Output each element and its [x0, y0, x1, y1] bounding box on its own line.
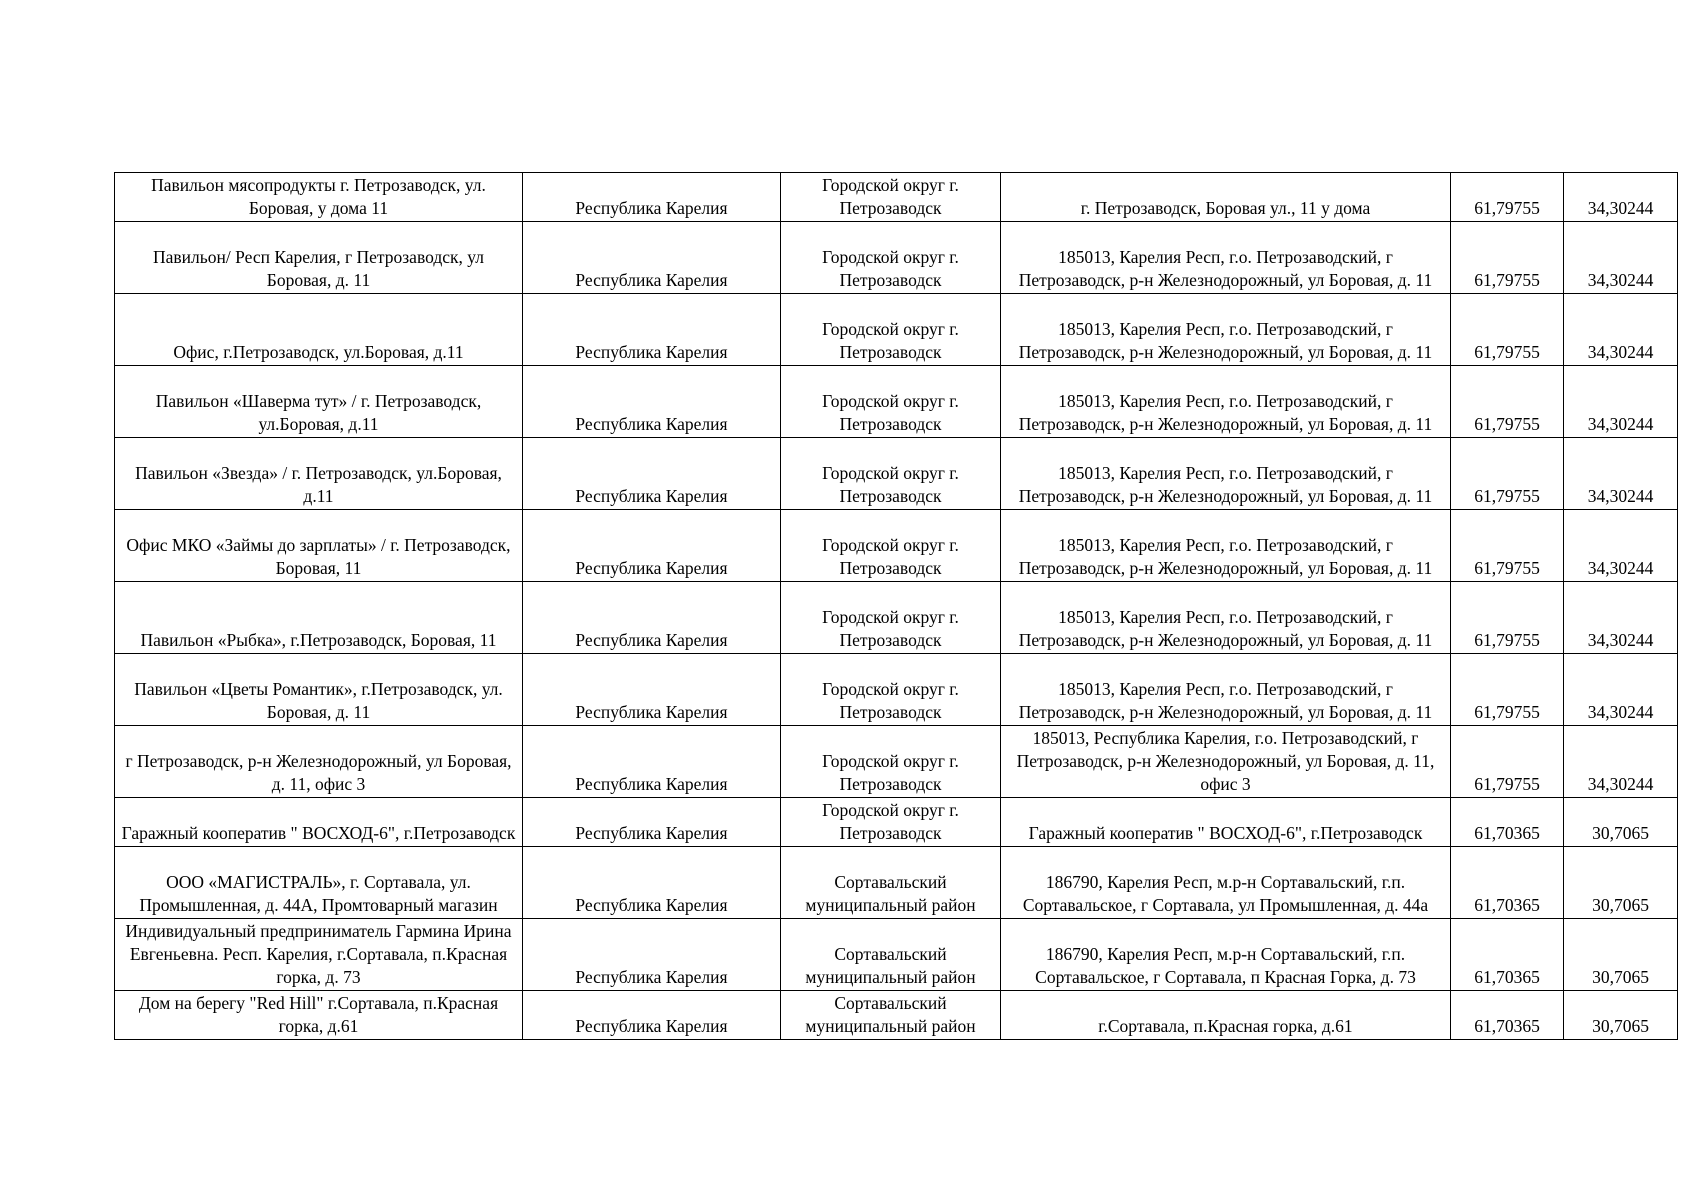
longitude-cell: 34,30244 — [1564, 726, 1678, 798]
longitude-cell: 30,7065 — [1564, 991, 1678, 1040]
object-name-cell: Павильон/ Респ Карелия, г Петрозаводск, ул Боровая, д. 11 — [115, 222, 523, 294]
object-name-cell: Индивидуальный предприниматель Гармина Ирина Евгеньевна. Респ. Карелия, г.Сортавала, п.Красная горка, д. 73 — [115, 919, 523, 991]
latitude-cell: 61,79755 — [1451, 222, 1564, 294]
district-cell: Городской округ г. Петрозаводск — [781, 582, 1001, 654]
latitude-cell: 61,79755 — [1451, 173, 1564, 222]
object-name-cell: ООО «МАГИСТРАЛЬ», г. Сортавала, ул. Промышленная, д. 44А, Промтоварный магазин — [115, 847, 523, 919]
address-cell: 185013, Карелия Респ, г.о. Петрозаводский, г Петрозаводск, р-н Железнодорожный, ул Боровая, д. 11 — [1001, 294, 1451, 366]
latitude-cell: 61,79755 — [1451, 654, 1564, 726]
object-name-cell: Офис МКО «Займы до зарплаты» / г. Петрозаводск, Боровая, 11 — [115, 510, 523, 582]
longitude-cell: 34,30244 — [1564, 510, 1678, 582]
district-cell: Городской округ г. Петрозаводск — [781, 654, 1001, 726]
table-row — [115, 654, 1678, 726]
address-cell: 185013, Республика Карелия, г.о. Петрозаводский, г Петрозаводск, р-н Железнодорожный, ул Боровая, д. 11, офис 3 — [1001, 726, 1451, 798]
longitude-cell: 30,7065 — [1564, 798, 1678, 847]
latitude-cell: 61,79755 — [1451, 366, 1564, 438]
table-row — [115, 991, 1678, 1040]
region-cell: Республика Карелия — [523, 847, 781, 919]
region-cell: Республика Карелия — [523, 366, 781, 438]
region-cell: Республика Карелия — [523, 438, 781, 510]
object-name-cell: г Петрозаводск, р-н Железнодорожный, ул Боровая, д. 11, офис 3 — [115, 726, 523, 798]
object-name-cell: Павильон «Шаверма тут» / г. Петрозаводск, ул.Боровая, д.11 — [115, 366, 523, 438]
latitude-cell: 61,79755 — [1451, 294, 1564, 366]
address-cell: 185013, Карелия Респ, г.о. Петрозаводский, г Петрозаводск, р-н Железнодорожный, ул Боровая, д. 11 — [1001, 222, 1451, 294]
district-cell: Сортавальский муниципальный район — [781, 919, 1001, 991]
region-cell: Республика Карелия — [523, 582, 781, 654]
longitude-cell: 34,30244 — [1564, 173, 1678, 222]
longitude-cell: 34,30244 — [1564, 294, 1678, 366]
region-cell: Республика Карелия — [523, 222, 781, 294]
region-cell: Республика Карелия — [523, 991, 781, 1040]
longitude-cell: 34,30244 — [1564, 582, 1678, 654]
district-cell: Городской округ г. Петрозаводск — [781, 510, 1001, 582]
longitude-cell: 34,30244 — [1564, 438, 1678, 510]
table-row — [115, 798, 1678, 847]
object-name-cell: Гаражный кооператив " ВОСХОД-6", г.Петрозаводск — [115, 798, 523, 847]
object-name-cell: Павильон мясопродукты г. Петрозаводск, ул. Боровая, у дома 11 — [115, 173, 523, 222]
longitude-cell: 30,7065 — [1564, 919, 1678, 991]
longitude-cell: 34,30244 — [1564, 366, 1678, 438]
address-cell: г.Сортавала, п.Красная горка, д.61 — [1001, 991, 1451, 1040]
table-row — [115, 582, 1678, 654]
region-cell: Республика Карелия — [523, 294, 781, 366]
district-cell: Городской округ г. Петрозаводск — [781, 798, 1001, 847]
latitude-cell: 61,70365 — [1451, 798, 1564, 847]
district-cell: Городской округ г. Петрозаводск — [781, 438, 1001, 510]
table-row — [115, 222, 1678, 294]
object-name-cell: Павильон «Цветы Романтик», г.Петрозаводск, ул. Боровая, д. 11 — [115, 654, 523, 726]
district-cell: Городской округ г. Петрозаводск — [781, 173, 1001, 222]
table-row — [115, 366, 1678, 438]
address-cell: 185013, Карелия Респ, г.о. Петрозаводский, г Петрозаводск, р-н Железнодорожный, ул Боровая, д. 11 — [1001, 582, 1451, 654]
latitude-cell: 61,79755 — [1451, 438, 1564, 510]
registry-table-body — [115, 173, 1678, 1040]
region-cell: Республика Карелия — [523, 510, 781, 582]
table-row — [115, 294, 1678, 366]
longitude-cell: 34,30244 — [1564, 654, 1678, 726]
address-cell: 186790, Карелия Респ, м.р-н Сортавальский, г.п. Сортавальское, г Сортавала, ул Промышленная, д. 44а — [1001, 847, 1451, 919]
address-cell: 186790, Карелия Респ, м.р-н Сортавальский, г.п. Сортавальское, г Сортавала, п Красная Горка, д. 73 — [1001, 919, 1451, 991]
address-cell: 185013, Карелия Респ, г.о. Петрозаводский, г Петрозаводск, р-н Железнодорожный, ул Боровая, д. 11 — [1001, 510, 1451, 582]
district-cell: Городской округ г. Петрозаводск — [781, 366, 1001, 438]
object-name-cell: Офис, г.Петрозаводск, ул.Боровая, д.11 — [115, 294, 523, 366]
table-row — [115, 438, 1678, 510]
registry-table — [114, 172, 1678, 1040]
district-cell: Городской округ г. Петрозаводск — [781, 726, 1001, 798]
latitude-cell: 61,70365 — [1451, 991, 1564, 1040]
district-cell: Городской округ г. Петрозаводск — [781, 222, 1001, 294]
address-cell: 185013, Карелия Респ, г.о. Петрозаводский, г Петрозаводск, р-н Железнодорожный, ул Боровая, д. 11 — [1001, 654, 1451, 726]
longitude-cell: 30,7065 — [1564, 847, 1678, 919]
address-cell: 185013, Карелия Респ, г.о. Петрозаводский, г Петрозаводск, р-н Железнодорожный, ул Боровая, д. 11 — [1001, 438, 1451, 510]
address-cell: г. Петрозаводск, Боровая ул., 11 у дома — [1001, 173, 1451, 222]
object-name-cell: Дом на берегу "Red Hill" г.Сортавала, п.Красная горка, д.61 — [115, 991, 523, 1040]
latitude-cell: 61,79755 — [1451, 726, 1564, 798]
address-cell: 185013, Карелия Респ, г.о. Петрозаводский, г Петрозаводск, р-н Железнодорожный, ул Боровая, д. 11 — [1001, 366, 1451, 438]
region-cell: Республика Карелия — [523, 798, 781, 847]
table-row — [115, 847, 1678, 919]
table-row — [115, 173, 1678, 222]
object-name-cell: Павильон «Звезда» / г. Петрозаводск, ул.Боровая, д.11 — [115, 438, 523, 510]
latitude-cell: 61,79755 — [1451, 510, 1564, 582]
district-cell: Сортавальский муниципальный район — [781, 847, 1001, 919]
longitude-cell: 34,30244 — [1564, 222, 1678, 294]
object-name-cell: Павильон «Рыбка», г.Петрозаводск, Боровая, 11 — [115, 582, 523, 654]
table-row — [115, 510, 1678, 582]
latitude-cell: 61,70365 — [1451, 919, 1564, 991]
table-row — [115, 726, 1678, 798]
address-cell: Гаражный кооператив " ВОСХОД-6", г.Петрозаводск — [1001, 798, 1451, 847]
region-cell: Республика Карелия — [523, 654, 781, 726]
region-cell: Республика Карелия — [523, 919, 781, 991]
region-cell: Республика Карелия — [523, 173, 781, 222]
district-cell: Сортавальский муниципальный район — [781, 991, 1001, 1040]
latitude-cell: 61,70365 — [1451, 847, 1564, 919]
latitude-cell: 61,79755 — [1451, 582, 1564, 654]
region-cell: Республика Карелия — [523, 726, 781, 798]
table-row — [115, 919, 1678, 991]
district-cell: Городской округ г. Петрозаводск — [781, 294, 1001, 366]
